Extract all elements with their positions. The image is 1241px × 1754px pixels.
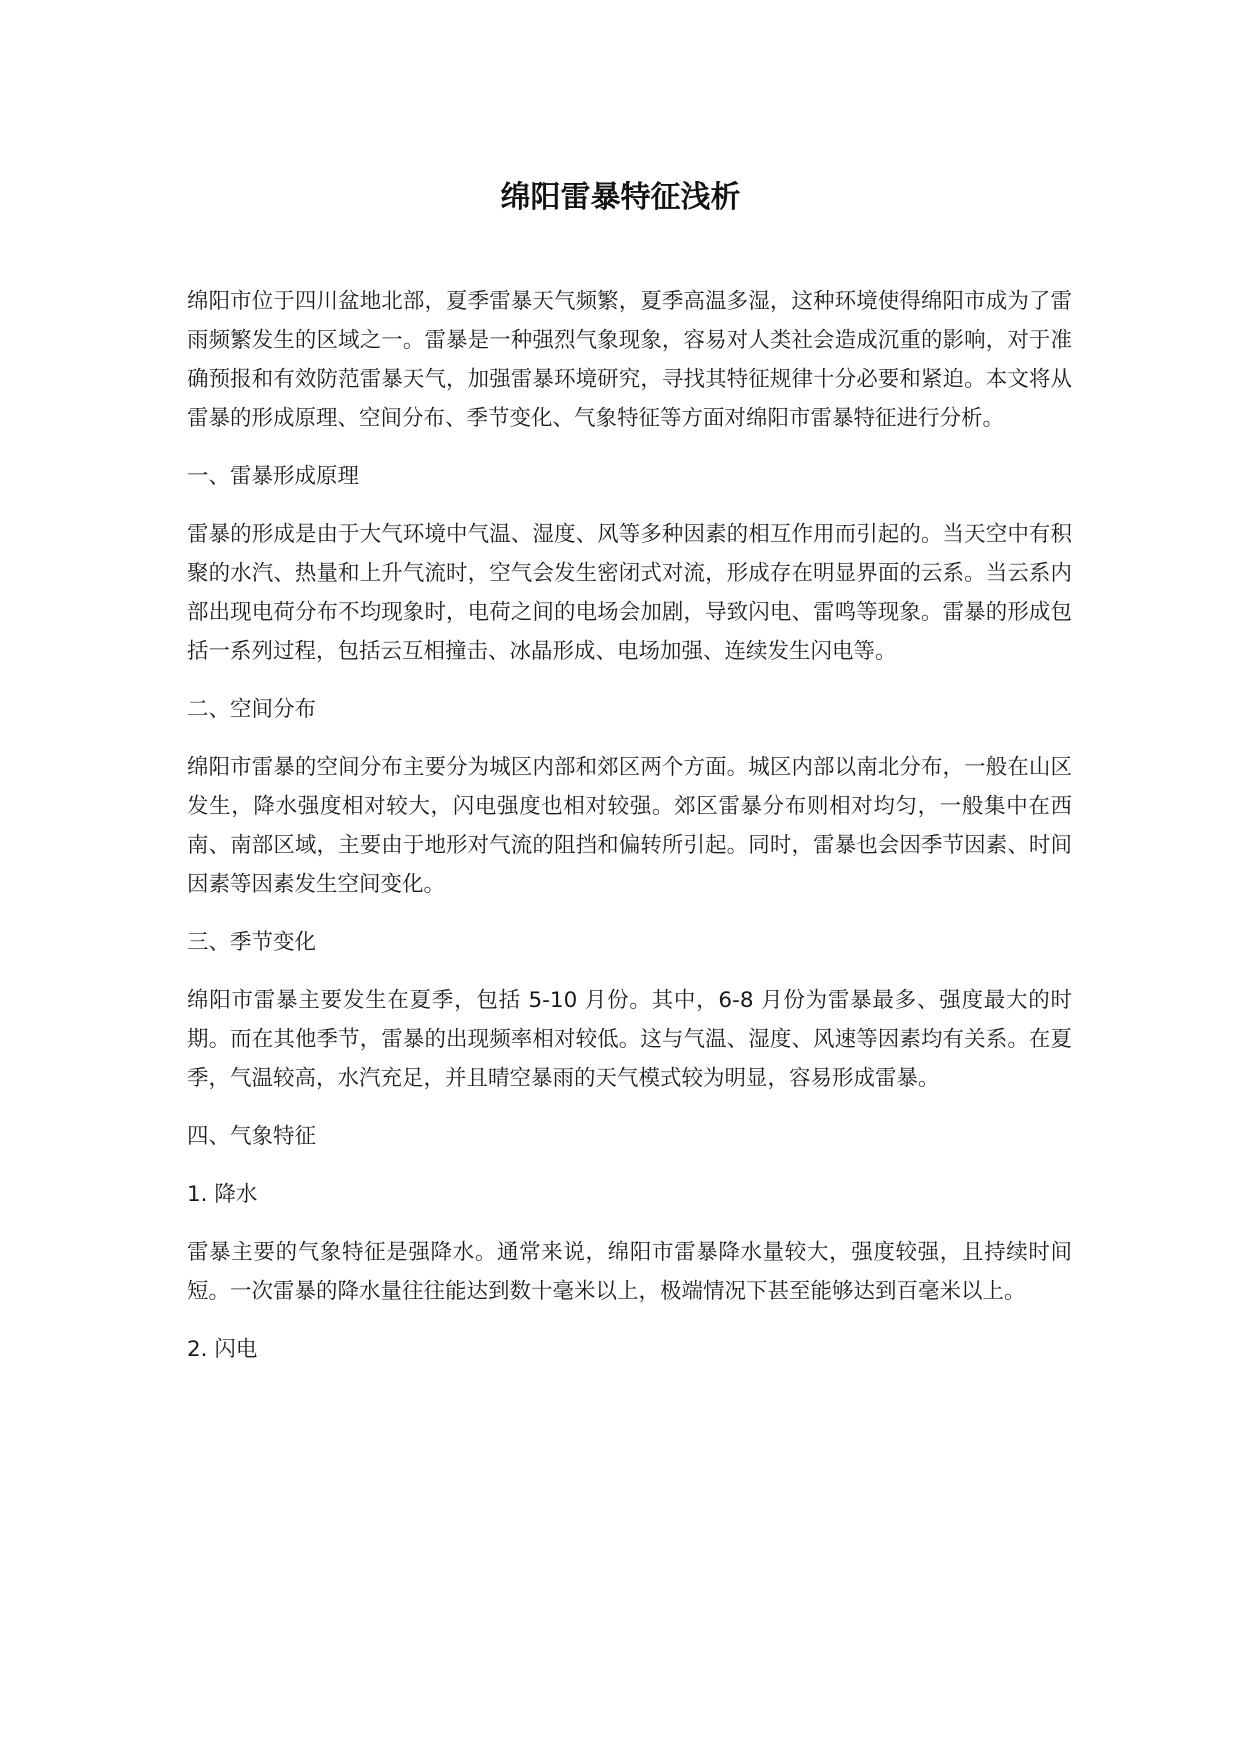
subsection-heading-precipitation: 1. 降水 [187,1182,258,1207]
spatial-paragraph: 绵阳市雷暴的空间分布主要分为城区内部和郊区两个方面。城区内部以南北分布，一般在山区发生，降水强度相对较大，闪电强度也相对较强。郊区雷暴分布则相对均匀，一般集中在西南、南部区域，主要由于地形对气流的阻挡和偏转所引起。同时，雷暴也会因季节因素、时间因素等因素发生空间变化。 [187,755,1072,897]
section-heading-meteorological: 四、气象特征 [187,1124,317,1149]
subsection-heading-lightning: 2. 闪电 [187,1337,258,1362]
formation-paragraph: 雷暴的形成是由于大气环境中气温、湿度、风等多种因素的相互作用而引起的。当天空中有积聚的水汽、热量和上升气流时，空气会发生密闭式对流，形成存在明显界面的云系。当云系内部出现电荷分布不均现象时，电荷之间的电场会加剧，导致闪电、雷鸣等现象。雷暴的形成包括一系列过程，包括云互相撞击、冰晶形成、电场加强、连续发生闪电等。 [187,522,1072,664]
section-heading-spatial: 二、空间分布 [187,697,317,722]
section-heading-formation: 一、雷暴形成原理 [187,464,360,489]
precipitation-paragraph: 雷暴主要的气象特征是强降水。通常来说，绵阳市雷暴降水量较大，强度较强，且持续时间短。一次雷暴的降水量往往能达到数十毫米以上，极端情况下甚至能够达到百毫米以上。 [187,1240,1072,1304]
section-heading-seasonal: 三、季节变化 [187,930,317,955]
seasonal-paragraph: 绵阳市雷暴主要发生在夏季，包括 5-10 月份。其中，6-8 月份为雷暴最多、强度最大的时期。而在其他季节，雷暴的出现频率相对较低。这与气温、湿度、风速等因素均有关系。在夏季，气温较高，水汽充足，并且晴空暴雨的天气模式较为明显，容易形成雷暴。 [187,988,1072,1091]
document-body [187,282,1072,1388]
intro-paragraph: 绵阳市位于四川盆地北部，夏季雷暴天气频繁，夏季高温多湿，这种环境使得绵阳市成为了雷雨频繁发生的区域之一。雷暴是一种强烈气象现象，容易对人类社会造成沉重的影响，对于准确预报和有效防范雷暴天气，加强雷暴环境研究，寻找其特征规律十分必要和紧迫。本文将从雷暴的形成原理、空间分布、季节变化、气象特征等方面对绵阳市雷暴特征进行分析。 [187,289,1072,431]
document-title: 绵阳雷暴特征浅析 [500,180,741,215]
